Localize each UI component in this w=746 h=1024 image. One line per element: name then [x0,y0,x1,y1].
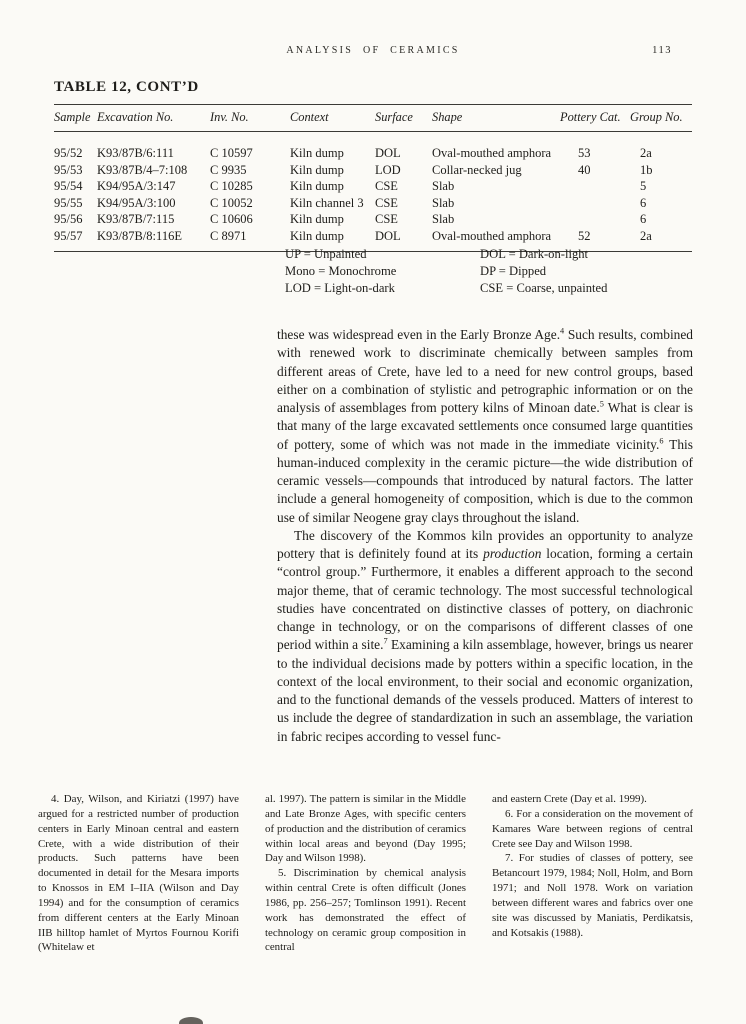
body-text [277,326,693,746]
footnote-paragraph: 5. Discrimination by chemical analysis within central Crete is often difficult (Jones 1986, pp. 256–257; Tomlinson 1991). Recent work has demonstrated the effect of technology on ceramic group composition in central [265,867,466,954]
text-run: location, forming a certain “control group.” Furthermore, it enables a different approach to the second major theme, that of ceramic technology. The most successful technological studies have concentrated on distinctive classes of pottery, on diachronic change in technology, or on the comparisons of different classes of one period within a site. [277,546,693,653]
footnote-ref: 5 [599,399,604,409]
table-cell: 95/54 [54,179,83,193]
table-row [54,162,692,179]
table-cell: 95/55 [54,195,83,210]
footnote-ref: 4 [560,326,565,336]
body-paragraph [277,326,693,527]
running-head [54,45,692,56]
table-cell: C 8971 [210,228,247,243]
table-cell: 1b [640,162,653,177]
table-cell: K93/87B/4–7:108 [97,162,188,177]
column-header: Pottery Cat. [560,105,630,132]
text-run: This human-induced complexity in the ceramic picture—the wide distribution of ceramic vessels—compounds that introduced by natural factors. The latter include a general homogeneity of composition, which is due to the common use of similar Neogene gray clays throughout the island. [277,436,693,525]
table-row [54,211,692,228]
table-cell: K94/95A/3:100 [97,195,176,210]
table-cell: 6 [640,195,647,210]
table-cell: Slab [432,179,455,193]
footnote-ref: 7 [383,636,388,646]
table-cell: Kiln dump [290,146,344,160]
table-cell: 5 [640,179,647,193]
body-paragraph [277,527,693,746]
table-cell [560,211,630,228]
table-cell: DOL [375,146,401,160]
table-cell: Slab [432,212,455,226]
text-run: The discovery of the Kommos kiln provides an opportunity to analyze pottery that is definitely found at its [277,527,693,561]
table-cell: CSE [375,195,398,210]
table-cell: 52 [578,228,591,243]
italic-text: production [483,546,542,561]
table-cell: K93/87B/6:111 [97,146,174,160]
table-cell: C 10597 [210,146,253,160]
legend-item: DOL = Dark-on-light [480,247,589,261]
footnotes [38,792,693,955]
table-body [54,132,692,252]
table-cell: Kiln dump [290,228,344,243]
legend-item: DP = Dipped [480,264,547,278]
table-row [54,195,692,212]
table-cell: C 10052 [210,195,253,210]
table-cell: Kiln dump [290,162,344,177]
column-header: Excavation No. [97,105,210,132]
footnote-column-1 [38,792,239,955]
table-cell: Oval-mouthed amphora [432,146,552,160]
text-run: What is clear is that many of the large excavated settlements once consumed large quantities of pottery, some of which was not made in the immediate vicinity. [277,400,693,452]
table-cell: Oval-mouthed amphora [432,228,552,243]
table-row [54,132,692,162]
footnote-paragraph: 6. For a consideration on the movement of Kamares Ware between regions of central Crete see Day and Wilson 1998. [492,807,693,850]
table-cell: 40 [578,162,591,177]
table-cell: K93/87B/8:116E [97,228,182,243]
table-cell: 95/53 [54,162,83,177]
table-cell: K94/95A/3:147 [97,179,176,193]
table-header-row [54,105,692,132]
table-cell: 95/57 [54,228,83,243]
column-header: Inv. No. [210,105,290,132]
column-header: Surface [375,105,432,132]
footnote-column-2 [265,792,466,955]
table-cell: 53 [578,146,591,160]
footnote-column-3 [492,792,693,955]
column-header: Shape [432,105,560,132]
legend-left [285,246,480,297]
table-cell: Kiln dump [290,179,344,193]
column-header: Sample [54,105,97,132]
table-cell: CSE [375,212,398,226]
table-cell: Collar-necked jug [432,162,522,177]
table-cell: C 9935 [210,162,247,177]
running-head-title: ANALYSIS OF CERAMICS [286,45,460,56]
table-cell: K93/87B/7:115 [97,212,175,226]
page-number: 113 [652,45,672,56]
ceramics-table [54,104,692,252]
table-title: TABLE 12, CONT’D [54,79,199,95]
table-cell: 95/52 [54,146,83,160]
legend-item: LOD = Light-on-dark [285,281,395,295]
text-run: these was widespread even in the Early Bronze Age. [277,327,561,342]
column-header: Group No. [630,105,692,132]
table-head [54,105,692,132]
legend-right [480,246,607,297]
text-run: Such results, combined with renewed work to discriminate chemically between samples from different areas of Crete, have led to a need for new control groups, based either on a combination of stylistic and petrographic information or on the analysis of assemblages from pottery kilns of Minoan date. [277,327,694,415]
table-cell: 2a [640,146,652,160]
table-cell: C 10285 [210,179,253,193]
table-row [54,178,692,195]
table-cell: C 10606 [210,212,253,226]
footnote-paragraph: and eastern Crete (Day et al. 1999). [492,793,647,805]
table-cell: 2a [640,228,652,243]
table-cell: 95/56 [54,212,83,226]
table-cell: Kiln channel 3 [290,195,364,210]
table-cell [560,178,630,195]
text-run: Examining a kiln assemblage, however, brings us nearer to the individual decisions made by potters within a specific location, in the context of the local environment, to their social and economic organization, and to the functional demands of the vessels produced. Matters of interest to us include the degree of standardization in such an assemblage, the variation in fabric recipes according to vessel func- [277,637,693,744]
legend-item: CSE = Coarse, unpainted [480,281,608,295]
table-cell: 6 [640,212,647,226]
footnote-paragraph: al. 1997). The pattern is similar in the Middle and Late Bronze Ages, with specific centers of production and the distribution of ceramics within local areas and beyond (Day 1995; Day and Wilson 1998). [265,793,466,865]
table-cell: CSE [375,179,398,193]
table-legend [285,246,607,297]
table-cell: LOD [375,162,401,177]
legend-item: Mono = Monochrome [285,264,397,278]
table-cell [560,195,630,212]
footnote-ref: 6 [659,436,664,446]
legend-item: UP = Unpainted [285,247,367,261]
footnote-paragraph: 4. Day, Wilson, and Kiriatzi (1997) have argued for a restricted number of production centers in Early Minoan central and eastern Crete, with a wide distribution of their products. Such patterns have been documented in detail for the Mesara imports to Knossos in EM I–IIA (Wilson and Day 1994) and for the consumption of ceramics from different centers at the Early Minoan IIB hilltop hamlet of Myrtos Fournou Korifi (Whitelaw et [38,793,239,954]
table-cell: Slab [432,195,455,210]
footnote-paragraph: 7. For studies of classes of pottery, see Betancourt 1979, 1984; Noll, Holm, and Born 1971; and Noll 1978. Work on variation between different wares and fabrics over one site was discussed by Maniatis, Perdikatsis, and Kotsakis (1988). [492,852,693,939]
scan-artifact [179,1017,203,1024]
table-cell: Kiln dump [290,212,344,226]
column-header: Context [290,105,375,132]
table-cell: DOL [375,228,401,243]
